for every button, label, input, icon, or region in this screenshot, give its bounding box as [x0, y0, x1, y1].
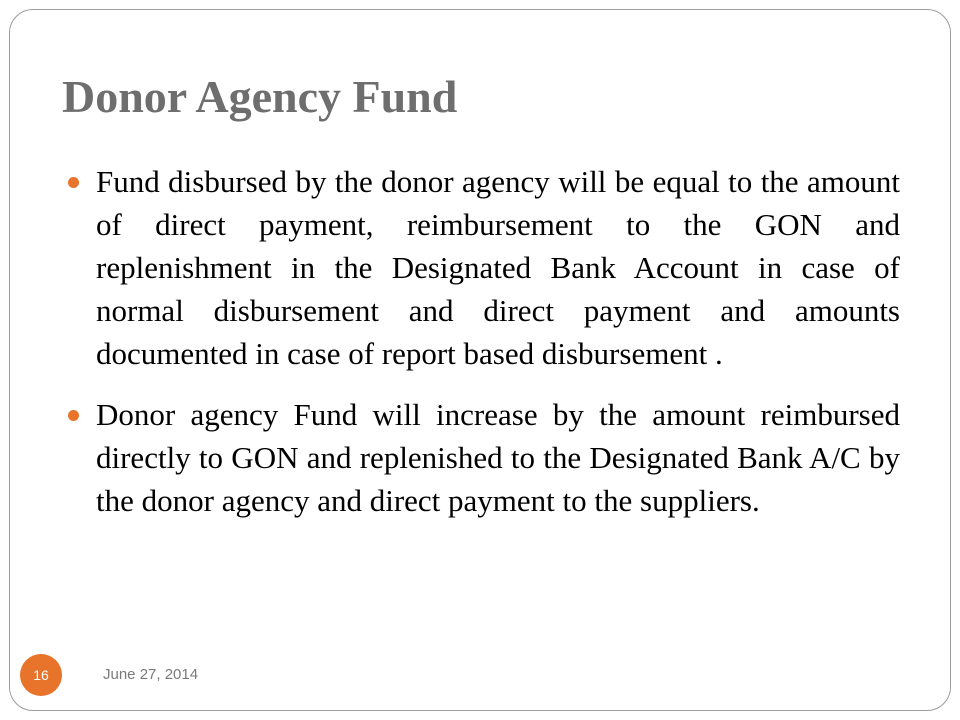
footer-date: June 27, 2014 [103, 666, 199, 683]
bullet-dot-icon [68, 177, 79, 188]
slide-title: Donor Agency Fund [62, 71, 458, 122]
bullet-text: Donor agency Fund will increase by the amount reimbursed directly to GON and replenished to the Designated Bank A/C by the donor agency and direct payment to the suppliers. [96, 397, 900, 518]
bullet-dot-icon [68, 410, 79, 421]
bullet-item [64, 160, 900, 375]
bullet-list [64, 160, 900, 540]
page-number-badge: 16 [20, 654, 62, 696]
bullet-item [64, 393, 900, 522]
bullet-text: Fund disbursed by the donor agency will be equal to the amount of direct payment, reimbursement to the GON and replenishment in the Designated Bank Account in case of normal disbursement and direct payment and amounts documented in case of report based disbursement . [96, 164, 900, 371]
